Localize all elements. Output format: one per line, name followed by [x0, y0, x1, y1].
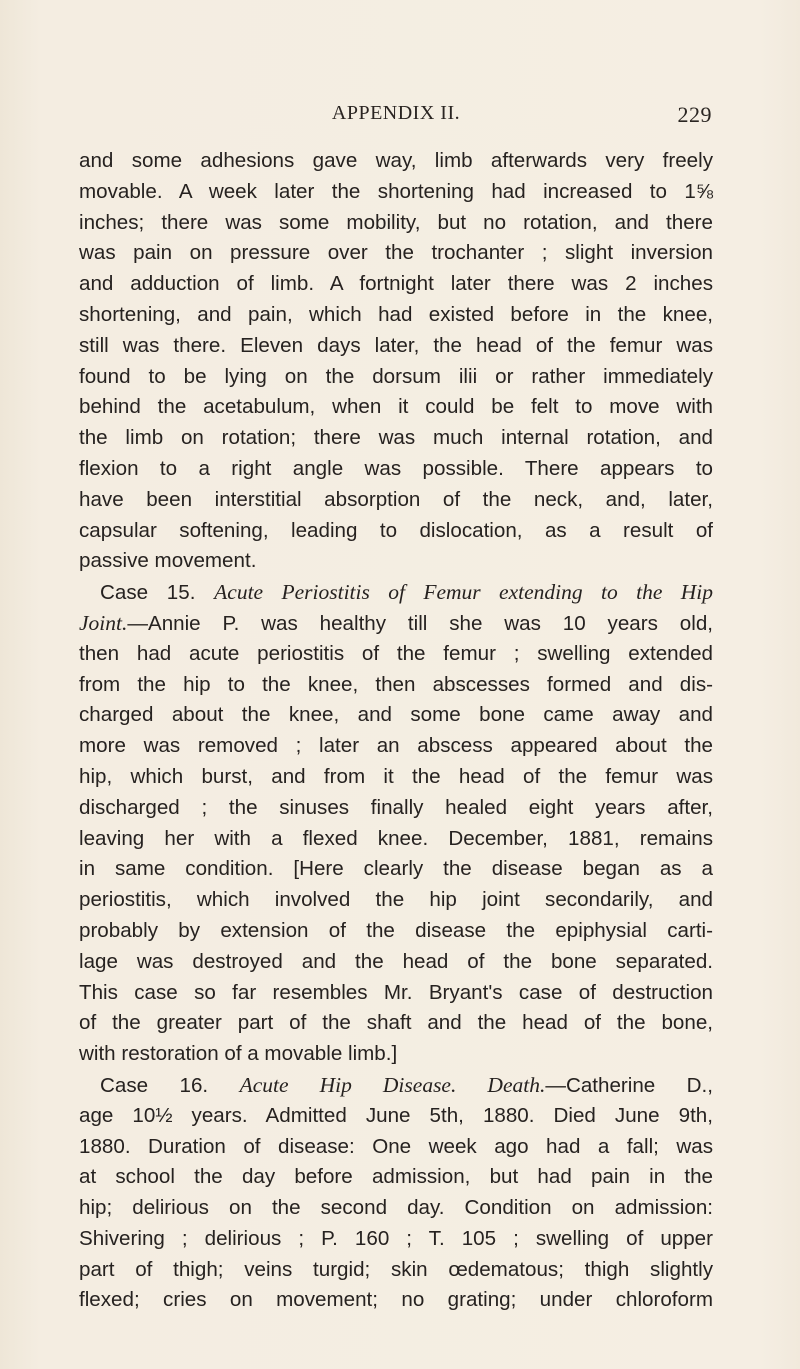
text-line: more was removed ; later an abscess appeared about the: [79, 734, 713, 758]
text-line: Shivering ; delirious ; P. 160 ; T. 105 ; swelling of upper: [79, 1226, 713, 1250]
text-line: behind the acetabulum, when it could be felt to move with: [79, 395, 713, 419]
text-line: passive movement.: [79, 549, 257, 573]
case-16-heading-line: Case 16. Acute Hip Disease. Death.—Catherine D.,: [100, 1072, 713, 1097]
text-line: have been interstitial absorption of the neck, and, later,: [79, 487, 713, 511]
text-line: periostitis, which involved the hip joint secondarily, and: [79, 888, 713, 912]
page-number: 229: [677, 102, 712, 127]
text-line: age 10½ years. Admitted June 5th, 1880. Died June 9th,: [79, 1103, 713, 1127]
text-line: hip; delirious on the second day. Condition on admission:: [79, 1196, 713, 1220]
text-line: of the greater part of the shaft and the head of the bone,: [79, 1011, 713, 1035]
case-15-heading-line: Case 15. Acute Periostitis of Femur extending to the Hip: [100, 580, 713, 605]
case-15-title: Acute Periostitis of Femur extending to the Hip: [214, 580, 713, 605]
text-line: with restoration of a movable limb.]: [79, 1042, 398, 1066]
text-line: and some adhesions gave way, limb afterwards very freely: [79, 149, 713, 172]
text-line: in same condition. [Here clearly the disease began as a: [79, 857, 713, 881]
running-head: APPENDIX II.: [331, 102, 461, 124]
text-line: flexion to a right angle was possible. There appears to: [79, 456, 713, 480]
text-line: probably by extension of the disease the epiphysial carti-: [79, 918, 713, 942]
text-line: inches; there was some mobility, but no rotation, and there: [79, 210, 713, 234]
text-line: then had acute periostitis of the femur ; swelling extended: [79, 641, 713, 665]
text-line: movable. A week later the shortening had increased to 1⅝: [79, 179, 713, 203]
text-line: at school the day before admission, but had pain in the: [79, 1165, 713, 1189]
text-line: part of thigh; veins turgid; skin œdematous; thigh slightly: [79, 1257, 713, 1281]
text-line: was pain on pressure over the trochanter ; slight inversion: [79, 241, 713, 265]
text-line: flexed; cries on movement; no grating; under chloroform: [79, 1288, 713, 1312]
text-line: This case so far resembles Mr. Bryant's case of destruction: [79, 980, 713, 1004]
text-line: lage was destroyed and the head of the bone separated.: [79, 949, 713, 973]
text-line: discharged ; the sinuses finally healed eight years after,: [79, 795, 713, 819]
text-line: from the hip to the knee, then abscesses formed and dis-: [79, 672, 713, 696]
text-line: the limb on rotation; there was much internal rotation, and: [79, 426, 713, 450]
text-line: 1880. Duration of disease: One week ago had a fall; was: [79, 1134, 713, 1158]
body-text: [79, 146, 713, 1316]
text-line: leaving her with a flexed knee. December, 1881, remains: [79, 826, 713, 850]
text-line: found to be lying on the dorsum ilii or rather immediately: [79, 364, 713, 388]
text-line: shortening, and pain, which had existed before in the knee,: [79, 302, 713, 326]
case-15-title-end: Joint.: [79, 610, 128, 635]
text-line: still was there. Eleven days later, the head of the femur was: [79, 333, 713, 357]
text-line: capsular softening, leading to dislocation, as a result of: [79, 518, 713, 542]
text-line: Joint.—Annie P. was healthy till she was 10 years old,: [79, 610, 713, 635]
text-line: hip, which burst, and from it the head of the femur was: [79, 764, 713, 788]
page-header: [80, 102, 712, 132]
text-line: and adduction of limb. A fortnight later there was 2 inches: [79, 272, 713, 296]
case-16-title: Acute Hip Disease. Death.: [239, 1072, 546, 1097]
text-line: charged about the knee, and some bone came away and: [79, 703, 713, 727]
